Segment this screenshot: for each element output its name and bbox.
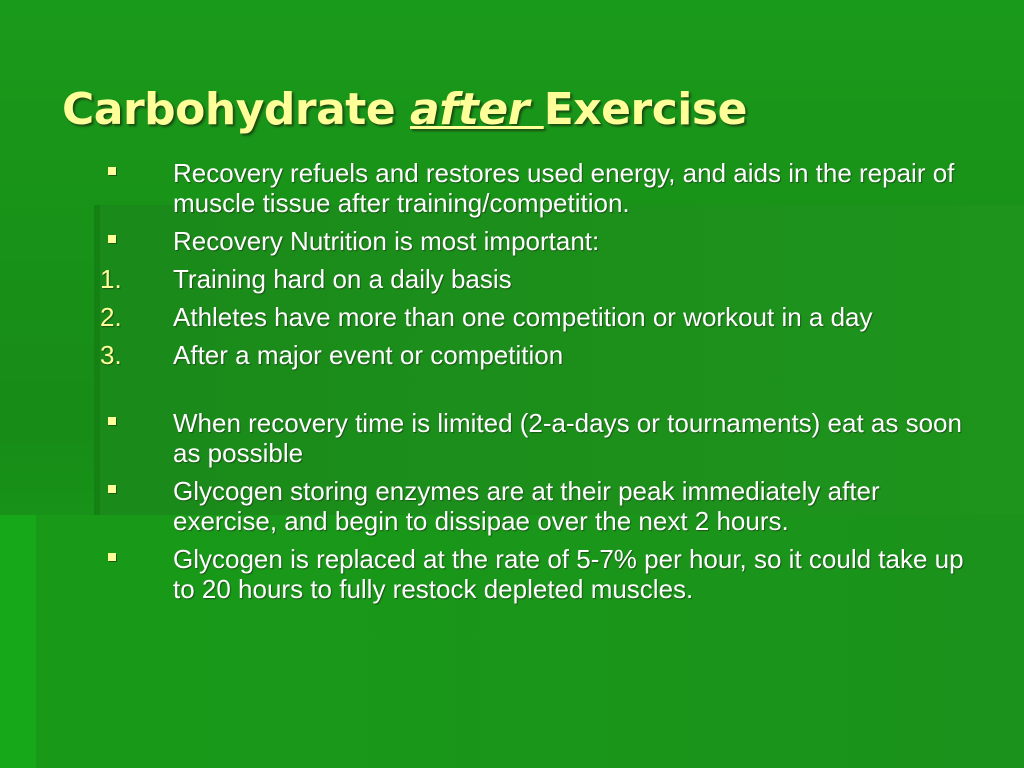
bullet-marker (100, 544, 160, 574)
number-marker: 3. (100, 340, 122, 370)
numbered-text: After a major event or competition (173, 340, 564, 370)
number-marker: 2. (100, 302, 122, 332)
bullet-item (100, 408, 980, 468)
numbered-text: Training hard on a daily basis (173, 264, 512, 294)
slide-body (100, 158, 980, 612)
title-part-1: Carbohydrate (62, 84, 410, 135)
square-bullet-icon (108, 485, 116, 493)
title-part-3: Exercise (543, 84, 747, 135)
square-bullet-icon (108, 235, 116, 243)
bullet-item (100, 476, 980, 536)
title-emphasis: after (410, 84, 544, 135)
bullet-item (100, 158, 980, 218)
numbered-text: Athletes have more than one competition or workout in a day (173, 302, 873, 332)
bullet-item (100, 544, 980, 604)
background-panel-corner (0, 515, 36, 768)
numbered-item (100, 302, 980, 332)
slide-title (62, 80, 747, 140)
bullet-text: When recovery time is limited (2-a-days or tournaments) eat as soon as possible (173, 408, 962, 468)
bullet-text: Recovery refuels and restores used energy, and aids in the repair of muscle tissue after training/competition. (173, 158, 955, 218)
bullet-marker (100, 476, 160, 506)
square-bullet-icon (108, 417, 116, 425)
bullet-text: Recovery Nutrition is most important: (173, 226, 600, 256)
bullet-marker (100, 158, 160, 188)
square-bullet-icon (108, 553, 116, 561)
number-marker: 1. (100, 264, 122, 294)
bullet-marker (100, 226, 160, 256)
bullet-item (100, 226, 980, 256)
numbered-item (100, 340, 980, 370)
numbered-item (100, 264, 980, 294)
bullet-text: Glycogen storing enzymes are at their peak immediately after exercise, and begin to dissipae over the next 2 hours. (173, 476, 880, 536)
bullet-marker (100, 408, 160, 438)
bullet-text: Glycogen is replaced at the rate of 5-7% per hour, so it could take up to 20 hours to fully restock depleted muscles. (173, 544, 964, 604)
square-bullet-icon (108, 167, 116, 175)
